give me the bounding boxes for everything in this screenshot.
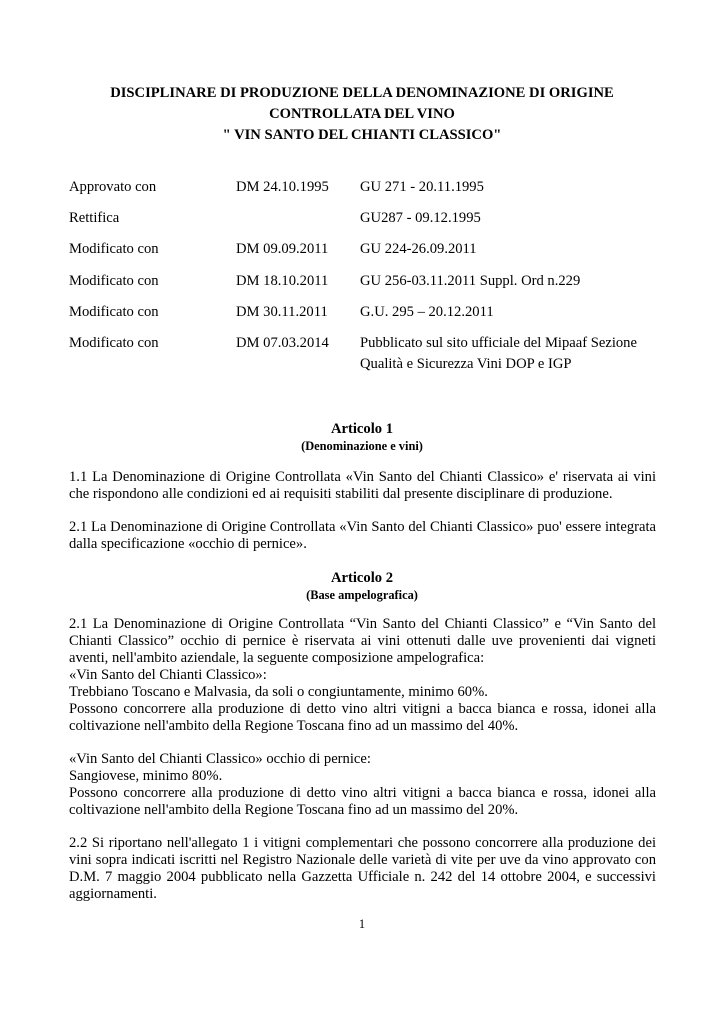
history-action: Modificato con <box>69 335 159 351</box>
history-decree: DM 18.10.2011 <box>236 273 329 289</box>
history-publication: GU 224-26.09.2011 <box>360 241 477 257</box>
wine-name: «Vin Santo del Chianti Classico»: <box>69 667 267 683</box>
history-publication: GU287 - 09.12.1995 <box>360 210 481 226</box>
article-1-title: Articolo 1 <box>330 421 393 437</box>
history-action: Modificato con <box>69 304 159 320</box>
article-2-subtitle: (Base ampelografica) <box>306 588 418 602</box>
history-decree: DM 24.10.1995 <box>236 179 329 195</box>
article-2-intro: 2.1 La Denominazione di Origine Controllata “Vin Santo del Chianti Classico” e “Vin Santo del Chianti Classico” occhio di pernice è riservata ai vini ottenuti dalle uve provenienti dai vigneti aventi, nell'ambito aziendale, la seguente composizione ampelografica: <box>69 616 656 666</box>
history-action: Approvato con <box>69 179 157 195</box>
page-number: 1 <box>358 917 366 931</box>
history-action: Modificato con <box>69 273 159 289</box>
history-decree: DM 30.11.2011 <box>236 304 328 320</box>
article-1-paragraph-2: 2.1 La Denominazione di Origine Controllata «Vin Santo del Chianti Classico» puo' essere integrata dalla specificazione «occhio di pernice». <box>69 519 656 552</box>
article-2-heading <box>60 569 664 604</box>
article-1-heading <box>60 420 664 455</box>
article-2-section-2 <box>69 751 656 819</box>
history-decree: DM 07.03.2014 <box>236 335 329 351</box>
history-action: Modificato con <box>69 241 159 257</box>
history-publication: Pubblicato sul sito ufficiale del Mipaaf Sezione Qualità e Sicurezza Vini DOP e IGP <box>360 335 637 372</box>
title-line-3: " VIN SANTO DEL CHIANTI CLASSICO" <box>222 127 502 143</box>
history-publication: G.U. 295 – 20.12.2011 <box>360 304 494 320</box>
title-line-2: CONTROLLATA DEL VINO <box>269 106 455 122</box>
history-decree: DM 09.09.2011 <box>236 241 329 257</box>
history-action: Rettifica <box>69 210 120 226</box>
wine-name: «Vin Santo del Chianti Classico» occhio di pernice: <box>69 751 371 767</box>
other-grapes-rule: Possono concorrere alla produzione di detto vino altri vitigni a bacca bianca e rossa, idonei alla coltivazione nell'ambito della Regione Toscana fino ad un massimo del 40%. <box>69 701 656 734</box>
article-1-paragraph-1: 1.1 La Denominazione di Origine Controllata «Vin Santo del Chianti Classico» e' riservata ai vini che rispondono alle condizioni ed ai requisiti stabiliti dal presente disciplinare di produzione. <box>69 469 656 502</box>
grape-requirement: Trebbiano Toscano e Malvasia, da soli o congiuntamente, minimo 60%. <box>69 684 488 700</box>
article-2-section-1 <box>69 616 656 735</box>
other-grapes-rule: Possono concorrere alla produzione di detto vino altri vitigni a bacca bianca e rossa, idonei alla coltivazione nell'ambito della Regione Toscana fino ad un massimo del 20%. <box>69 785 656 818</box>
article-2-paragraph-2-2: 2.2 Si riportano nell'allegato 1 i vitigni complementari che possono concorrere alla produzione dei vini sopra indicati iscritti nel Registro Nazionale delle varietà di vite per uve da vino approvato con D.M. 7 maggio 2004 pubblicato nella Gazzetta Ufficiale n. 242 del 14 ottobre 2004, e successivi aggiornamenti. <box>69 835 656 902</box>
document-title <box>60 83 664 146</box>
history-publication: GU 256-03.11.2011 Suppl. Ord n.229 <box>360 273 581 289</box>
article-2-title: Articolo 2 <box>330 570 393 586</box>
history-publication: GU 271 - 20.11.1995 <box>360 179 484 195</box>
grape-requirement: Sangiovese, minimo 80%. <box>69 768 223 784</box>
title-line-1: DISCIPLINARE DI PRODUZIONE DELLA DENOMINAZIONE DI ORIGINE <box>110 85 614 101</box>
article-1-subtitle: (Denominazione e vini) <box>301 439 423 453</box>
